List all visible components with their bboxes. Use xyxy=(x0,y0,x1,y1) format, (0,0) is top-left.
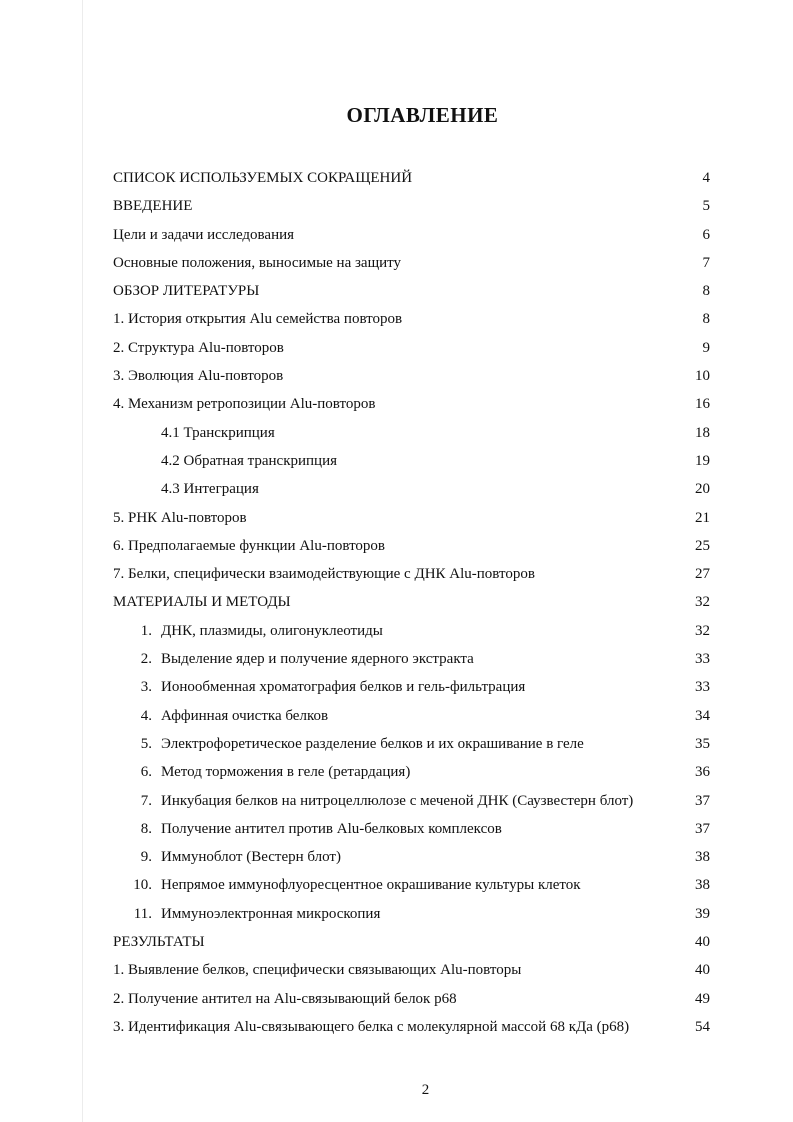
toc-entry[interactable] xyxy=(0,673,793,701)
toc-entry-page: 49 xyxy=(695,990,710,1007)
toc-entry-label: ДНК, плазмиды, олигонуклеотиды xyxy=(161,622,383,639)
toc-entry-page: 34 xyxy=(695,707,710,724)
toc-entry[interactable] xyxy=(0,871,793,899)
toc-entry[interactable] xyxy=(0,1013,793,1041)
toc-entry-page: 9 xyxy=(702,339,710,356)
toc-entry[interactable] xyxy=(0,334,793,362)
toc-entry[interactable] xyxy=(0,447,793,475)
toc-entry[interactable] xyxy=(0,645,793,673)
toc-entry-page: 32 xyxy=(695,622,710,639)
toc-entry-page: 54 xyxy=(695,1018,710,1035)
toc-entry[interactable] xyxy=(0,787,793,815)
toc-entry-page: 7 xyxy=(702,254,710,271)
toc-entry[interactable] xyxy=(0,419,793,447)
toc-entry-page: 6 xyxy=(702,226,710,243)
toc-entry-label: Цели и задачи исследования xyxy=(113,226,295,243)
toc-entry[interactable] xyxy=(0,305,793,333)
toc-entry[interactable] xyxy=(0,900,793,928)
toc-entry[interactable] xyxy=(0,221,793,249)
toc-entry-number: 11. xyxy=(133,905,152,922)
toc-entry-number: 8. xyxy=(140,820,152,837)
toc-entry-page: 37 xyxy=(695,792,710,809)
toc-entry-label: Иммуноэлектронная микроскопия xyxy=(161,905,381,922)
toc-entry-label: Электрофоретическое разделение белков и их окрашивание в геле xyxy=(161,735,584,752)
toc-entry-page: 33 xyxy=(695,651,710,668)
toc-entry-label: ОБЗОР ЛИТЕРАТУРЫ xyxy=(113,283,260,300)
toc-entry-label: 3. Идентификация Alu-связывающего белка с молекулярной массой 68 кДа (р68) xyxy=(113,1018,630,1035)
toc-entry-number: 9. xyxy=(140,849,152,866)
toc-entry-page: 37 xyxy=(695,820,710,837)
toc-entry-label: МАТЕРИАЛЫ И МЕТОДЫ xyxy=(113,594,291,611)
toc-entry-page: 32 xyxy=(695,594,710,611)
toc-entry[interactable] xyxy=(0,843,793,871)
toc-entry[interactable] xyxy=(0,532,793,560)
toc-entry[interactable] xyxy=(0,362,793,390)
toc-entry-label: 3. Эволюция Alu-повторов xyxy=(113,368,284,385)
toc-entry-page: 20 xyxy=(695,481,710,498)
toc-entry[interactable] xyxy=(0,588,793,616)
toc-entry-label: Основные положения, выносимые на защиту xyxy=(113,254,402,271)
toc-entry-label: 4.3 Интеграция xyxy=(161,481,259,498)
toc-entry-page: 27 xyxy=(695,566,710,583)
toc-entry-number: 1. xyxy=(140,622,152,639)
toc-entry[interactable] xyxy=(0,164,793,192)
toc-entry-page: 38 xyxy=(695,849,710,866)
toc-entry-page: 38 xyxy=(695,877,710,894)
toc-entry-label: РЕЗУЛЬТАТЫ xyxy=(113,934,205,951)
toc-entry-label: 4.2 Обратная транскрипция xyxy=(161,452,338,469)
toc-entry[interactable] xyxy=(0,475,793,503)
toc-entry[interactable] xyxy=(0,617,793,645)
toc-entry[interactable] xyxy=(0,277,793,305)
toc-entry-label: Получение антител против Alu-белковых комплексов xyxy=(161,820,502,837)
toc-entry-label: 4.1 Транскрипция xyxy=(161,424,275,441)
toc-entry-page: 19 xyxy=(695,452,710,469)
toc-entry[interactable] xyxy=(0,985,793,1013)
toc-entry[interactable] xyxy=(0,815,793,843)
toc-entry-page: 40 xyxy=(695,962,710,979)
toc-entry-page: 33 xyxy=(695,679,710,696)
toc-entry-page: 10 xyxy=(695,368,710,385)
toc-entry-number: 3. xyxy=(140,679,152,696)
toc-entry-number: 5. xyxy=(140,735,152,752)
toc-entry[interactable] xyxy=(0,730,793,758)
toc-entry-label: 1. Выявление белков, специфически связывающих Alu-повторы xyxy=(113,962,522,979)
toc-entry[interactable] xyxy=(0,758,793,786)
toc-entry-number: 2. xyxy=(140,651,152,668)
toc-entry[interactable] xyxy=(0,390,793,418)
toc-entry[interactable] xyxy=(0,560,793,588)
toc-entry[interactable] xyxy=(0,504,793,532)
toc-entry[interactable] xyxy=(0,928,793,956)
toc-entry-page: 16 xyxy=(695,396,710,413)
toc-entry-page: 36 xyxy=(695,764,710,781)
toc-entry-label: Инкубация белков на нитроцеллюлозе с меченой ДНК (Саузвестерн блот) xyxy=(161,792,634,809)
toc-entry-label: 2. Получение антител на Alu-связывающий белок р68 xyxy=(113,990,457,1007)
page-number: 2 xyxy=(421,1082,430,1098)
toc-title: ОГЛАВЛЕНИЕ xyxy=(346,103,499,127)
toc-entry-label: ВВЕДЕНИЕ xyxy=(113,198,193,215)
toc-entry-label: Выделение ядер и получение ядерного экстракта xyxy=(161,651,474,668)
toc-entry-page: 8 xyxy=(702,283,710,300)
toc-list xyxy=(0,164,793,1041)
toc-entry-number: 4. xyxy=(140,707,152,724)
toc-entry-label: Метод торможения в геле (ретардация) xyxy=(161,764,411,781)
toc-entry-page: 35 xyxy=(695,735,710,752)
toc-entry-page: 18 xyxy=(695,424,710,441)
toc-entry-label: Аффинная очистка белков xyxy=(161,707,329,724)
toc-entry[interactable] xyxy=(0,249,793,277)
toc-entry-label: Иммуноблот (Вестерн блот) xyxy=(161,849,341,866)
toc-entry-label: 1. История открытия Alu семейства повторов xyxy=(113,311,403,328)
toc-entry-label: 5. РНК Alu-повторов xyxy=(113,509,247,526)
toc-entry-page: 21 xyxy=(695,509,710,526)
toc-entry-number: 10. xyxy=(133,877,152,894)
toc-entry-number: 7. xyxy=(140,792,152,809)
toc-entry-page: 4 xyxy=(702,170,710,186)
toc-entry-page: 40 xyxy=(695,934,710,951)
toc-entry[interactable] xyxy=(0,702,793,730)
toc-entry-label: СПИСОК ИСПОЛЬЗУЕМЫХ СОКРАЩЕНИЙ xyxy=(113,170,413,186)
toc-entry[interactable] xyxy=(0,192,793,220)
toc-entry-label: 7. Белки, специфически взаимодействующие с ДНК Alu-повторов xyxy=(113,566,535,583)
toc-entry-label: 2. Структура Alu-повторов xyxy=(113,339,284,356)
toc-entry-page: 39 xyxy=(695,905,710,922)
toc-entry-label: 6. Предполагаемые функции Alu-повторов xyxy=(113,537,386,554)
toc-entry-label: Непрямое иммунофлуоресцентное окрашивание культуры клеток xyxy=(161,877,581,894)
toc-entry-page: 8 xyxy=(702,311,710,328)
toc-entry-page: 25 xyxy=(695,537,710,554)
toc-entry-label: Ионообменная хроматография белков и гель-фильтрация xyxy=(161,679,526,696)
toc-entry-page: 5 xyxy=(702,198,710,215)
toc-entry-number: 6. xyxy=(140,764,152,781)
toc-entry[interactable] xyxy=(0,956,793,984)
toc-entry-label: 4. Механизм ретропозиции Alu-повторов xyxy=(113,396,376,413)
